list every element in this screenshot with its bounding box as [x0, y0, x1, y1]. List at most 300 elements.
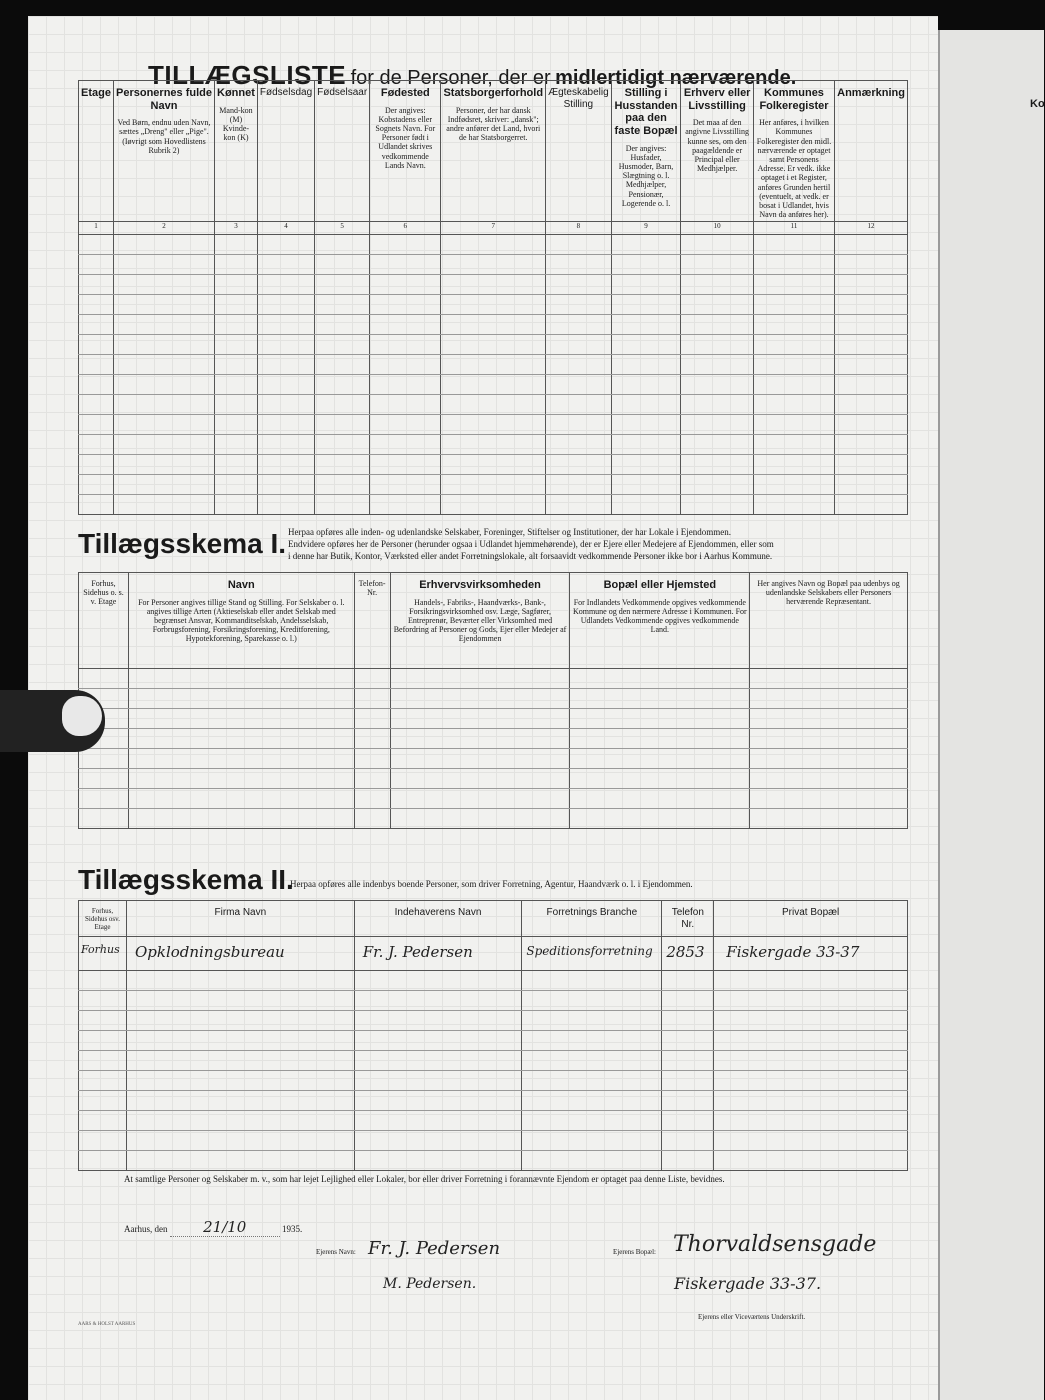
- cell: [79, 1151, 127, 1171]
- col-header-desc: Mand-kon (M) Kvinde-kon (K): [219, 105, 253, 143]
- date-line: [124, 1218, 302, 1237]
- cell: [79, 395, 114, 415]
- cell: [753, 495, 834, 515]
- cell: [611, 395, 681, 415]
- col-header-title: Etage: [81, 87, 111, 99]
- s2-col-header-3: [354, 901, 522, 937]
- col-number: 4: [257, 222, 314, 235]
- cell: [611, 415, 681, 435]
- skema1-desc: [288, 526, 908, 562]
- col-header-3: [215, 81, 258, 222]
- cell: [79, 435, 114, 455]
- cell: [79, 255, 114, 275]
- s2-col-title: Indehaverens Navn: [394, 907, 482, 918]
- cell: [753, 295, 834, 315]
- cell: [753, 415, 834, 435]
- cell: [257, 295, 314, 315]
- cell: [611, 235, 681, 255]
- cell: [257, 455, 314, 475]
- cell: [753, 235, 834, 255]
- thumb-nail: [62, 696, 102, 736]
- s2-col-header-6: [714, 901, 908, 937]
- title-mid: for de Personer, der er: [350, 67, 551, 89]
- cell: [126, 1051, 354, 1071]
- entry-firma: Opklodningsbureau: [126, 937, 354, 971]
- cell: [753, 335, 834, 355]
- city: Aarhus, den: [124, 1224, 168, 1234]
- cell: [546, 335, 612, 355]
- cell: [835, 395, 908, 415]
- table-row: [79, 335, 908, 355]
- cell: [441, 315, 546, 335]
- cell: [441, 335, 546, 355]
- address-label: Ejerens Bopæl:: [613, 1248, 656, 1256]
- table-row: [79, 1151, 908, 1171]
- cell: [750, 729, 908, 749]
- col-header-4: [257, 81, 314, 222]
- cell: [113, 235, 214, 255]
- cell: [522, 971, 662, 991]
- col-header-9: [611, 81, 681, 222]
- cell: [390, 709, 570, 729]
- table-row: [79, 435, 908, 455]
- cell: [354, 709, 390, 729]
- s2-col-title: Telefon Nr.: [671, 907, 704, 930]
- cell: [441, 295, 546, 315]
- table-row: [79, 749, 908, 769]
- cell: [354, 1011, 522, 1031]
- table-row: [79, 395, 908, 415]
- cell: [257, 235, 314, 255]
- adjacent-page: [938, 30, 1044, 1400]
- s2-col-title: Forretnings Branche: [546, 907, 638, 918]
- col-number: 3: [215, 222, 258, 235]
- cell: [390, 769, 570, 789]
- cell: [370, 255, 441, 275]
- cell: [681, 455, 753, 475]
- cell: [546, 375, 612, 395]
- cell: [753, 435, 834, 455]
- cell: [315, 495, 370, 515]
- table-row: [79, 1071, 908, 1091]
- col-header-title: Anmærkning: [837, 87, 905, 99]
- cell: [370, 335, 441, 355]
- cell: [662, 1151, 714, 1171]
- col-header-title: Erhverv eller Livsstilling: [683, 87, 751, 112]
- cell: [79, 669, 129, 689]
- cell: [611, 315, 681, 335]
- cell: [126, 971, 354, 991]
- cell: [354, 729, 390, 749]
- cell: [835, 435, 908, 455]
- cell: [354, 1051, 522, 1071]
- cell: [79, 315, 114, 335]
- s2-col-title: Firma Navn: [214, 907, 267, 918]
- cell: [750, 709, 908, 729]
- s1-col-desc: Forhus, Sidehus o. s. v. Etage: [83, 579, 124, 607]
- cell: [835, 355, 908, 375]
- col-header-11: [753, 81, 834, 222]
- cell: [113, 475, 214, 495]
- cell: [714, 971, 908, 991]
- cell: [126, 1131, 354, 1151]
- cell: [441, 355, 546, 375]
- attestation: At samtlige Personer og Selskaber m. v., som har lejet Lejlighed eller Lokaler, bor eller driver Forretning i forannævnte Ejendom er optaget paa denne Liste, bevidnes.: [124, 1174, 725, 1184]
- table-row: [79, 455, 908, 475]
- col-header-12: [835, 81, 908, 222]
- skema2-title: Tillægsskema II.: [78, 864, 294, 895]
- cell: [79, 809, 129, 829]
- col-header-desc: Der angives: Husfader, Husmoder, Barn, Slægtning o. l. Medhjælper, Pensionær, Logerende o. l.: [618, 143, 674, 208]
- col-number: 7: [441, 222, 546, 235]
- cell: [835, 315, 908, 335]
- cell: [79, 415, 114, 435]
- cell: [128, 789, 354, 809]
- cell: [611, 375, 681, 395]
- cell: [215, 455, 258, 475]
- cell: [835, 415, 908, 435]
- table-row: [79, 315, 908, 335]
- cell: [714, 1131, 908, 1151]
- cell: [570, 749, 750, 769]
- col-number: 10: [681, 222, 753, 235]
- cell: [681, 415, 753, 435]
- cell: [257, 255, 314, 275]
- s1-col-desc: Handels-, Fabriks-, Haandværks-, Bank-, Forsikringsvirksomhed osv. Læge, Sagfører, Entreprenør, Beværter eller Virksomhed med Befordring af Personer og Gods, Ejer eller Medejer af Ejendommen: [393, 597, 567, 644]
- s1-col-title: Erhvervsvirksomheden: [419, 579, 541, 591]
- cell: [113, 415, 214, 435]
- entry-bopael: Fiskergade 33-37: [714, 937, 908, 971]
- col-header-6: [370, 81, 441, 222]
- cell: [681, 395, 753, 415]
- cell: [354, 809, 390, 829]
- cell: [441, 495, 546, 515]
- address-hand-2: Fiskergade 33-37.: [674, 1274, 822, 1293]
- table-row: [79, 1111, 908, 1131]
- title-bold2: midlertidigt nærværende.: [555, 67, 797, 89]
- cell: [215, 495, 258, 515]
- table-row: [79, 415, 908, 435]
- col-header-7: [441, 81, 546, 222]
- col-header-desc: Personer, der har dansk Indfødsret, skriver: „dansk"; andre anfører det Land, hvori de har Statsborgerret.: [446, 105, 541, 143]
- cell: [370, 375, 441, 395]
- cell: [681, 295, 753, 315]
- cell: [611, 255, 681, 275]
- cell: [257, 375, 314, 395]
- cell: [681, 475, 753, 495]
- cell: [546, 475, 612, 495]
- col-header-desc: Det maa af den angivne Livsstilling kunne ses, om den paagældende er Principal eller Medhjælper.: [685, 118, 750, 174]
- s1-col-header-3: [354, 573, 390, 669]
- cell: [753, 355, 834, 375]
- cell: [113, 335, 214, 355]
- cell: [370, 435, 441, 455]
- cell: [257, 475, 314, 495]
- cell: [522, 1111, 662, 1131]
- table-row: [79, 255, 908, 275]
- cell: [126, 1071, 354, 1091]
- cell: [753, 315, 834, 335]
- s2-col-header-5: [662, 901, 714, 937]
- cell: [681, 255, 753, 275]
- cell: [354, 669, 390, 689]
- cell: [257, 395, 314, 415]
- table-row: [79, 375, 908, 395]
- year: 1935.: [282, 1224, 303, 1234]
- cell: [681, 315, 753, 335]
- s1-col-header-4: [390, 573, 570, 669]
- col-header-2: [113, 81, 214, 222]
- col-header-title: Fødested: [380, 87, 430, 99]
- s1-col-header-6: [750, 573, 908, 669]
- col-header-5: [315, 81, 370, 222]
- cell: [441, 455, 546, 475]
- cell: [441, 435, 546, 455]
- cell: [370, 495, 441, 515]
- col-header-title: Kønnet: [217, 87, 255, 99]
- cell: [315, 415, 370, 435]
- s1-col-desc: Her angives Navn og Bopæl paa udenbys og udenlandske Selskabers eller Personers herværende Repræsentant.: [757, 579, 900, 607]
- cell: [113, 375, 214, 395]
- cell: [354, 1151, 522, 1171]
- s1-col-header-2: [128, 573, 354, 669]
- cell: [681, 275, 753, 295]
- cell: [546, 395, 612, 415]
- cell: [315, 235, 370, 255]
- cell: [113, 275, 214, 295]
- cell: [215, 315, 258, 335]
- cell: [662, 1031, 714, 1051]
- cell: [128, 669, 354, 689]
- col-header-desc: Der angives: Kobstadens eller Sognets Navn. For Personer født i Udlandet skrives vedkommende Lands Navn.: [375, 105, 436, 170]
- form-page: [28, 16, 938, 1400]
- cell: [257, 275, 314, 295]
- cell: [714, 1111, 908, 1131]
- cell: [522, 1051, 662, 1071]
- col-header-title: Statsborgerforhold: [443, 87, 544, 99]
- cell: [662, 1051, 714, 1071]
- cell: [79, 749, 129, 769]
- entry-branche: Speditionsforretning: [522, 937, 662, 971]
- skema1-table: [78, 572, 908, 829]
- cell: [370, 275, 441, 295]
- cell: [390, 729, 570, 749]
- cell: [611, 275, 681, 295]
- table-row: [79, 971, 908, 991]
- cell: [441, 255, 546, 275]
- col-number: 11: [753, 222, 834, 235]
- adjacent-page-label: Ko: [1030, 98, 1045, 110]
- cell: [126, 1151, 354, 1171]
- tillaegsliste-table: [78, 80, 908, 515]
- table-row: [79, 1091, 908, 1111]
- printer-mark: AARS & HOLST AARHUS: [78, 1322, 136, 1327]
- cell: [370, 235, 441, 255]
- col-header-8: [546, 81, 612, 222]
- cell: [753, 255, 834, 275]
- table-row: [79, 355, 908, 375]
- table-row: [79, 1011, 908, 1031]
- cell: [315, 315, 370, 335]
- col-header-title: Stilling i Husstanden paa den faste Bopæl: [614, 87, 678, 137]
- cell: [750, 669, 908, 689]
- cell: [835, 295, 908, 315]
- cell: [79, 295, 114, 315]
- cell: [546, 435, 612, 455]
- cell: [753, 395, 834, 415]
- cell: [390, 809, 570, 829]
- cell: [354, 769, 390, 789]
- table-row: [79, 1031, 908, 1051]
- cell: [546, 235, 612, 255]
- cell: [354, 1071, 522, 1091]
- cell: [370, 475, 441, 495]
- cell: [215, 335, 258, 355]
- cell: [128, 729, 354, 749]
- cell: [750, 789, 908, 809]
- cell: [835, 455, 908, 475]
- cell: [370, 395, 441, 415]
- cell: [714, 1071, 908, 1091]
- cell: [835, 375, 908, 395]
- cell: [113, 435, 214, 455]
- cell: [611, 495, 681, 515]
- cell: [215, 275, 258, 295]
- table-row: [79, 275, 908, 295]
- cell: [79, 355, 114, 375]
- cell: [570, 789, 750, 809]
- cell: [79, 275, 114, 295]
- cell: [611, 335, 681, 355]
- cell: [441, 395, 546, 415]
- table-row: [79, 991, 908, 1011]
- col-number: 5: [315, 222, 370, 235]
- cell: [215, 255, 258, 275]
- cell: [79, 1131, 127, 1151]
- cell: [354, 1091, 522, 1111]
- cell: [215, 435, 258, 455]
- cell: [79, 1011, 127, 1031]
- cell: [390, 789, 570, 809]
- col-number: 9: [611, 222, 681, 235]
- cell: [662, 1131, 714, 1151]
- table-row: [79, 809, 908, 829]
- s1-col-header-1: [79, 573, 129, 669]
- cell: [390, 749, 570, 769]
- s2-col-header-1: [79, 901, 127, 937]
- cell: [714, 1151, 908, 1171]
- table-row: [79, 1131, 908, 1151]
- cell: [546, 295, 612, 315]
- cell: [370, 355, 441, 375]
- cell: [390, 669, 570, 689]
- owner-signature-2: M. Pedersen.: [383, 1276, 477, 1292]
- cell: [113, 295, 214, 315]
- cell: [257, 315, 314, 335]
- cell: [126, 1011, 354, 1031]
- cell: [611, 295, 681, 315]
- cell: [128, 809, 354, 829]
- s2-col-header-4: [522, 901, 662, 937]
- cell: [441, 475, 546, 495]
- cell: [354, 689, 390, 709]
- cell: [113, 255, 214, 275]
- table-row: [79, 235, 908, 255]
- cell: [570, 709, 750, 729]
- skema1-title: Tillægsskema I.: [78, 528, 287, 559]
- table-row: [79, 475, 908, 495]
- s1-col-desc: For Personer angives tillige Stand og Stilling. For Selskaber o. l. angives tillige Arten (Aktieselskab eller andet Selskab med begrænset Ansvar, Kommanditselskab, Andelsselskab, Forbrugsforening, Forsikringsforening, Kreditforening, Hypotekforening, Sparekasse o. l.): [138, 597, 345, 644]
- cell: [79, 769, 129, 789]
- cell: [128, 689, 354, 709]
- col-header-sub: Ægteskabelig Stilling: [548, 87, 609, 110]
- cell: [681, 235, 753, 255]
- cell: [390, 689, 570, 709]
- cell: [714, 1031, 908, 1051]
- cell: [354, 1131, 522, 1151]
- cell: [215, 375, 258, 395]
- cell: [79, 475, 114, 495]
- cell: [370, 415, 441, 435]
- cell: [215, 475, 258, 495]
- cell: [546, 495, 612, 515]
- cell: [315, 295, 370, 315]
- cell: [354, 749, 390, 769]
- cell: [354, 971, 522, 991]
- cell: [662, 1091, 714, 1111]
- entry-etage: Forhus: [79, 937, 127, 971]
- s1-col-header-5: [570, 573, 750, 669]
- cell: [835, 495, 908, 515]
- cell: [257, 495, 314, 515]
- table-row: [79, 669, 908, 689]
- cell: [215, 415, 258, 435]
- cell: [128, 769, 354, 789]
- cell: [522, 1071, 662, 1091]
- cell: [257, 435, 314, 455]
- signature-label: Ejerens eller Viceværtens Underskrift.: [698, 1313, 806, 1321]
- cell: [570, 809, 750, 829]
- cell: [546, 255, 612, 275]
- skema2-table: [78, 900, 908, 1171]
- cell: [354, 991, 522, 1011]
- cell: [681, 335, 753, 355]
- cell: [753, 375, 834, 395]
- cell: [522, 1131, 662, 1151]
- cell: [714, 1091, 908, 1111]
- cell: [315, 375, 370, 395]
- cell: [681, 375, 753, 395]
- table-row: [79, 689, 908, 709]
- col-header-desc: Her anføres, i hvilken Kommunes Folkeregister den midl. nærværende er optaget samt Personens Adresse. Er vedk. ikke optaget i et Register, anføres Grunden hertil (eventuelt, at vedk. er bosat i Udlandet, hvis Navn da anføres her).: [756, 118, 832, 220]
- cell: [546, 315, 612, 335]
- address-hand: Thorvaldsensgade: [673, 1232, 877, 1257]
- cell: [370, 315, 441, 335]
- cell: [315, 355, 370, 375]
- cell: [79, 971, 127, 991]
- cell: [126, 1031, 354, 1051]
- col-header-1: [79, 81, 114, 222]
- cell: [835, 475, 908, 495]
- col-number: 6: [370, 222, 441, 235]
- cell: [79, 375, 114, 395]
- cell: [750, 769, 908, 789]
- cell: [750, 689, 908, 709]
- table-row: [79, 729, 908, 749]
- date-hand: 21/10: [170, 1218, 280, 1237]
- cell: [546, 275, 612, 295]
- s1-col-title: Bopæl eller Hjemsted: [603, 579, 717, 591]
